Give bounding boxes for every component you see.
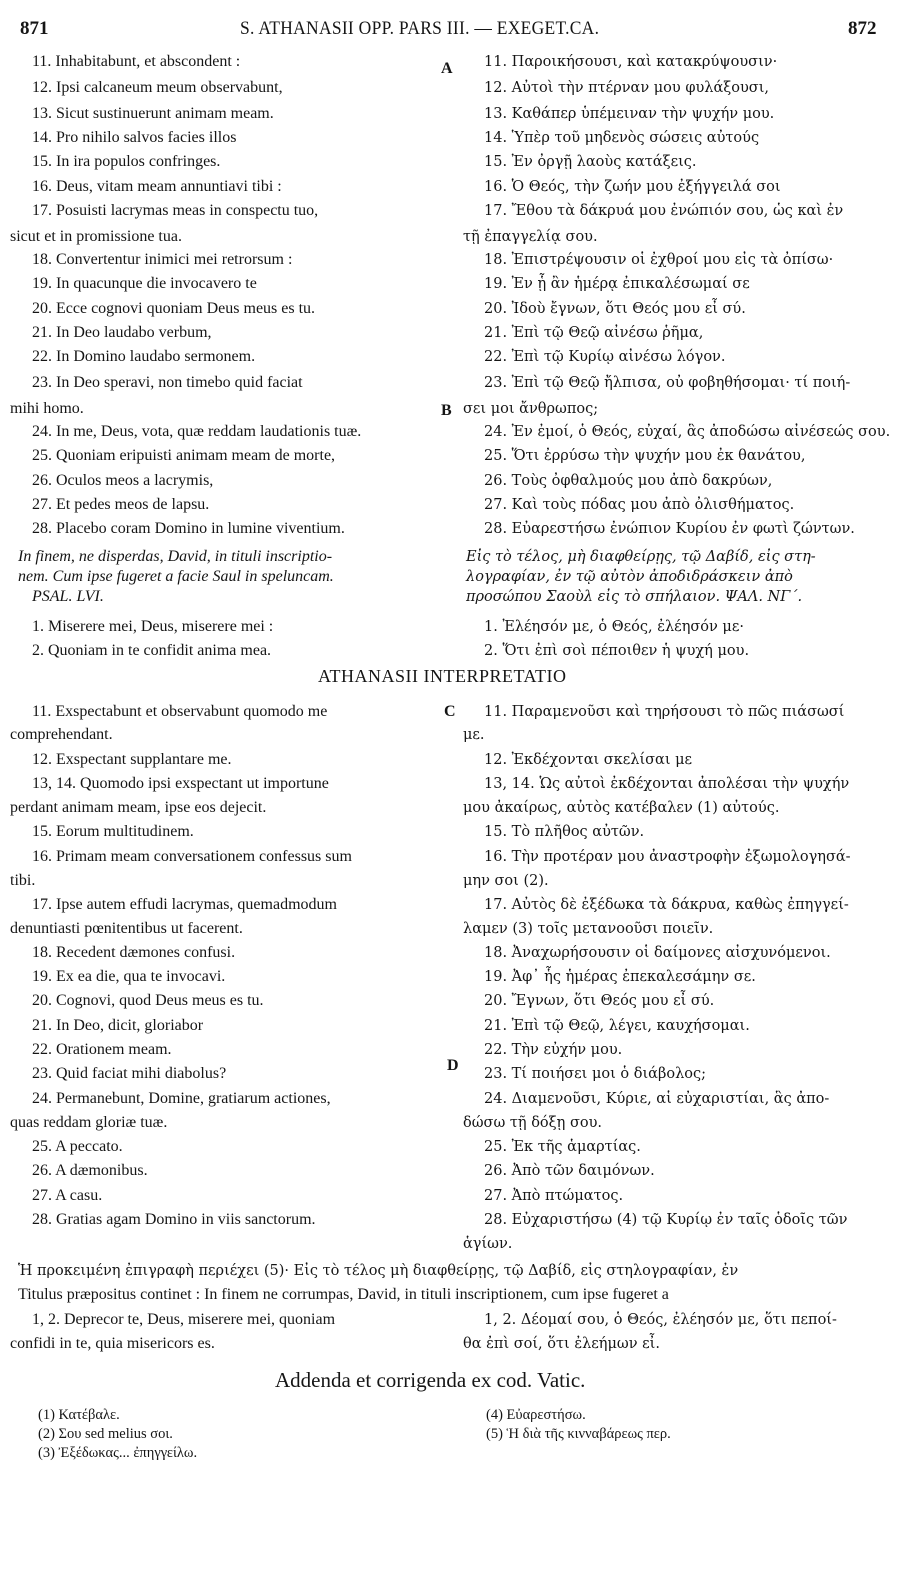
- greek-verse: 27. Ἀπὸ πτώματος.: [484, 1188, 624, 1204]
- section-title: ATHANASII INTERPRETATIO: [318, 666, 567, 686]
- latin-verse: 25. A peccato.: [32, 1138, 123, 1155]
- latin-verse: 18. Recedent dæmones confusi.: [32, 944, 236, 961]
- latin-verse: 27. A casu.: [32, 1187, 103, 1204]
- latin-verse-continuation: comprehendant.: [10, 726, 113, 743]
- greek-verse: 12. Αὐτοὶ τὴν πτέρναν μου φυλάξουσι,: [484, 80, 770, 96]
- greek-verse-continuation: λαμεν (3) τοῖς μετανοοῦσι ποιεῖν.: [463, 921, 714, 937]
- greek-verse-continuation: δώσω τῇ δόξῃ σου.: [463, 1115, 602, 1131]
- latin-verse: 13, 14. Quomodo ipsi exspectant ut importune: [32, 775, 329, 792]
- latin-verse: 11. Exspectabunt et observabunt quomodo me: [32, 703, 328, 720]
- latin-verse-continuation: quas reddam gloriæ tuæ.: [10, 1114, 168, 1131]
- psalm-number-latin: PSAL. LVI.: [32, 588, 104, 605]
- latin-verse: 15. In ira populos confringes.: [32, 153, 221, 170]
- latin-verse: 19. Ex ea die, qua te invocavi.: [32, 968, 226, 985]
- page-number-left: 871: [20, 18, 49, 39]
- latin-verse: 17. Ipse autem effudi lacrymas, quemadmodum: [32, 896, 337, 913]
- greek-verse: 19. Ἀφ᾽ ἧς ἡμέρας ἐπεκαλεσάμην σε.: [484, 969, 756, 985]
- latin-verse: 19. In quacunque die invocavero te: [32, 275, 257, 292]
- latin-verse: 28. Gratias agam Domino in viis sanctorum.: [32, 1211, 316, 1228]
- greek-verse: 25. Ἐκ τῆς ἁμαρτίας.: [484, 1139, 641, 1155]
- latin-verse-continuation: sicut et in promissione tua.: [10, 228, 182, 245]
- greek-verse: 27. Καὶ τοὺς πόδας μου ἀπὸ ὀλισθήματος.: [484, 497, 795, 513]
- latin-verse: 26. Oculos meos a lacrymis,: [32, 472, 214, 489]
- greek-verse: 1, 2. Δέομαί σου, ὁ Θεός, ἐλέησόν με, ὅτι πεποί-: [484, 1312, 837, 1328]
- latin-verse: 1, 2. Deprecor te, Deus, miserere mei, quoniam: [32, 1311, 336, 1328]
- addenda-note: (3) Ἐξέδωκας... ἐπηγγείλω.: [38, 1445, 198, 1461]
- latin-verse: 20. Cognovi, quod Deus meus es tu.: [32, 992, 264, 1009]
- greek-verse: 23. Τί ποιήσει μοι ὁ διάβολος;: [484, 1066, 707, 1082]
- greek-verse: 11. Παραμενοῦσι καὶ τηρήσουσι τὸ πῶς πιάσωσί: [484, 704, 845, 720]
- greek-verse: 13. Καθάπερ ὑπέμειναν τὴν ψυχήν μου.: [484, 106, 775, 122]
- greek-verse-continuation: ἁγίων.: [463, 1236, 513, 1252]
- greek-verse: 17. Αὐτὸς δὲ ἐξέδωκα τὰ δάκρυα, καθὼς ἐπηγγεί-: [484, 897, 849, 913]
- margin-letter-d: D: [447, 1057, 459, 1074]
- greek-verse: 18. Ἐπιστρέψουσιν οἱ ἐχθροί μου εἰς τὰ ὀπίσω·: [484, 252, 834, 268]
- greek-verse: 13, 14. Ὡς αὐτοὶ ἐκδέχονται ἀπολέσαι τὴν ψυχήν: [484, 776, 850, 792]
- greek-verse: 22. Τὴν εὐχήν μου.: [484, 1042, 623, 1058]
- greek-verse: 21. Ἐπὶ τῷ Θεῷ αἰνέσω ῥῆμα,: [484, 325, 704, 341]
- latin-verse: 14. Pro nihilo salvos facies illos: [32, 129, 237, 146]
- margin-letter-a: A: [441, 60, 453, 77]
- latin-verse: 15. Eorum multitudinem.: [32, 823, 194, 840]
- latin-verse: 24. Permanebunt, Domine, gratiarum actiones,: [32, 1090, 331, 1107]
- latin-verse: 12. Ipsi calcaneum meum observabunt,: [32, 79, 283, 96]
- margin-letter-c: C: [444, 703, 456, 720]
- greek-verse: 20. Ἰδοὺ ἔγνων, ὅτι Θεός μου εἶ σύ.: [484, 301, 746, 317]
- greek-verse: 28. Εὐαρεστήσω ἐνώπιον Κυρίου ἐν φωτὶ ζώντων.: [484, 521, 855, 537]
- greek-verse-continuation: τῇ ἐπαγγελίᾳ σου.: [463, 229, 598, 245]
- greek-verse: 24. Διαμενοῦσι, Κύριε, αἱ εὐχαριστίαι, ἃς ἀπο-: [484, 1091, 830, 1107]
- latin-verse: 21. In Deo, dicit, gloriabor: [32, 1017, 204, 1034]
- greek-verse: 14. Ὑπὲρ τοῦ μηδενὸς σώσεις αὐτούς: [484, 130, 760, 146]
- latin-verse: 16. Deus, vitam meam annuntiavi tibi :: [32, 178, 282, 195]
- latin-verse: 22. Orationem meam.: [32, 1041, 172, 1058]
- greek-verse: 22. Ἐπὶ τῷ Κυρίῳ αἰνέσω λόγον.: [484, 349, 726, 365]
- greek-verse-continuation: μην σοι (2).: [463, 873, 549, 889]
- greek-verse-continuation: μου ἀκαίρως, αὐτὸς κατέβαλεν (1) αὐτούς.: [463, 800, 780, 816]
- greek-verse: 20. Ἔγνων, ὅτι Θεός μου εἶ σύ.: [484, 993, 715, 1009]
- psalm-title-greek: λογραφίαν, ἐν τῷ αὐτὸν ἀποδιδράσκειν ἀπὸ: [466, 569, 793, 585]
- latin-verse: 20. Ecce cognovi quoniam Deus meus es tu.: [32, 300, 316, 317]
- psalm-title-latin: nem. Cum ipse fugeret a facie Saul in speluncam.: [18, 568, 334, 585]
- addenda-note: (2) Σου sed melius σοι.: [38, 1426, 173, 1442]
- margin-letter-b: B: [441, 402, 452, 419]
- greek-verse: 2. Ὅτι ἐπὶ σοὶ πέποιθεν ἡ ψυχή μου.: [484, 643, 750, 659]
- greek-verse: 28. Εὐχαριστήσω (4) τῷ Κυρίῳ ἐν ταῖς ὁδοῖς τῶν: [484, 1212, 848, 1228]
- addenda-title: Addenda et corrigenda ex cod. Vatic.: [275, 1368, 586, 1392]
- latin-verse: 13. Sicut sustinuerunt animam meam.: [32, 105, 274, 122]
- latin-verse: 16. Primam meam conversationem confessus sum: [32, 848, 352, 865]
- greek-verse: 19. Ἐν ᾗ ἂν ἡμέρᾳ ἐπικαλέσωμαί σε: [484, 276, 750, 292]
- latin-verse: 23. In Deo speravi, non timebo quid faciat: [32, 374, 303, 391]
- latin-verse-continuation: tibi.: [10, 872, 36, 889]
- greek-verse: 15. Τὸ πλῆθος αὐτῶν.: [484, 824, 645, 840]
- greek-verse: 11. Παροικήσουσι, καὶ κατακρύψουσιν·: [484, 54, 778, 70]
- latin-verse: 1. Miserere mei, Deus, miserere mei :: [32, 618, 274, 635]
- greek-verse: 25. Ὅτι ἐρρύσω τὴν ψυχήν μου ἐκ θανάτου,: [484, 448, 806, 464]
- latin-verse: 25. Quoniam eripuisti animam meam de morte,: [32, 447, 336, 464]
- latin-verse: 12. Exspectant supplantare me.: [32, 751, 232, 768]
- latin-verse-continuation: denuntiasti pœnitentibus ut facerent.: [10, 920, 243, 937]
- running-head: S. ATHANASII OPP. PARS III. — EXEGET.CA.: [240, 18, 600, 39]
- greek-verse: 26. Ἀπὸ τῶν δαιμόνων.: [484, 1163, 655, 1179]
- psalm-title-greek: Εἰς τὸ τέλος, μὴ διαφθείρῃς, τῷ Δαβίδ, εἰς στη-: [466, 549, 816, 565]
- latin-verse: 27. Et pedes meos de lapsu.: [32, 496, 210, 513]
- addenda-note: (4) Εὐαρεστήσω.: [486, 1407, 586, 1423]
- greek-verse: 15. Ἐν ὀργῇ λαοὺς κατάξεις.: [484, 154, 697, 170]
- latin-verse-continuation: perdant animam meam, ipse eos dejecit.: [10, 799, 267, 816]
- greek-verse-continuation: με.: [463, 727, 485, 743]
- greek-verse-continuation: θα ἐπὶ σοί, ὅτι ἐλεήμων εἶ.: [463, 1336, 660, 1352]
- latin-verse: 11. Inhabitabunt, et abscondent :: [32, 53, 241, 70]
- latin-verse: 18. Convertentur inimici mei retrorsum :: [32, 251, 293, 268]
- full-width-latin-line: Titulus præpositus continet : In finem ne corrumpas, David, in tituli inscriptionem, cum ipse fugeret a: [18, 1286, 669, 1303]
- greek-verse-continuation: σει μοι ἄνθρωπος;: [463, 401, 599, 417]
- latin-verse: 23. Quid faciat mihi diabolus?: [32, 1065, 227, 1082]
- full-width-greek-line: Ἡ προκειμένη ἐπιγραφὴ περιέχει (5)· Εἰς τὸ τέλος μὴ διαφθείρῃς, τῷ Δαβίδ, εἰς στηλογραφίαν, ἐν: [18, 1263, 739, 1279]
- greek-verse: 16. Ὁ Θεός, τὴν ζωήν μου ἐξήγγειλά σοι: [484, 179, 781, 195]
- latin-verse: 24. In me, Deus, vota, quæ reddam laudationis tuæ.: [32, 423, 362, 440]
- greek-verse: 23. Ἐπὶ τῷ Θεῷ ἤλπισα, οὐ φοβηθήσομαι· τί ποιή-: [484, 375, 851, 391]
- greek-verse: 18. Ἀναχωρήσουσιν οἱ δαίμονες αἰσχυνόμενοι.: [484, 945, 831, 961]
- greek-verse: 24. Ἐν ἐμοί, ὁ Θεός, εὐχαί, ἃς ἀποδώσω αἰνέσεώς σου.: [484, 424, 891, 440]
- latin-verse: 17. Posuisti lacrymas meas in conspectu tuo,: [32, 202, 319, 219]
- addenda-note: (1) Κατέβαλε.: [38, 1407, 120, 1423]
- greek-verse: 21. Ἐπὶ τῷ Θεῷ, λέγει, καυχήσομαι.: [484, 1018, 750, 1034]
- greek-verse: 16. Τὴν προτέραν μου ἀναστροφὴν ἐξωμολογησά-: [484, 849, 851, 865]
- greek-verse: 12. Ἐκδέχονται σκελίσαι με: [484, 752, 693, 768]
- latin-verse-continuation: mihi homo.: [10, 400, 84, 417]
- latin-verse: 28. Placebo coram Domino in lumine viventium.: [32, 520, 345, 537]
- greek-verse: 17. Ἔθου τὰ δάκρυά μου ἐνώπιόν σου, ὡς καὶ ἐν: [484, 203, 844, 219]
- latin-verse: 22. In Domino laudabo sermonem.: [32, 348, 256, 365]
- latin-verse: 21. In Deo laudabo verbum,: [32, 324, 212, 341]
- psalm-title-latin: In finem, ne disperdas, David, in tituli inscriptio-: [18, 548, 333, 565]
- latin-verse: 2. Quoniam in te confidit anima mea.: [32, 642, 272, 659]
- addenda-note: (5) Ἡ διὰ τῆς κινναβάρεως περ.: [486, 1426, 671, 1442]
- page-number-right: 872: [848, 18, 877, 39]
- latin-verse: 26. A dæmonibus.: [32, 1162, 148, 1179]
- latin-verse-continuation: confidi in te, quia misericors es.: [10, 1335, 215, 1352]
- greek-verse: 26. Τοὺς ὀφθαλμούς μου ἀπὸ δακρύων,: [484, 473, 773, 489]
- greek-verse: 1. Ἐλέησόν με, ὁ Θεός, ἐλέησόν με·: [484, 619, 744, 635]
- psalm-title-greek: προσώπου Σαοὺλ εἰς τὸ σπήλαιον. ΨΑΛ. ΝΓ΄.: [466, 589, 803, 605]
